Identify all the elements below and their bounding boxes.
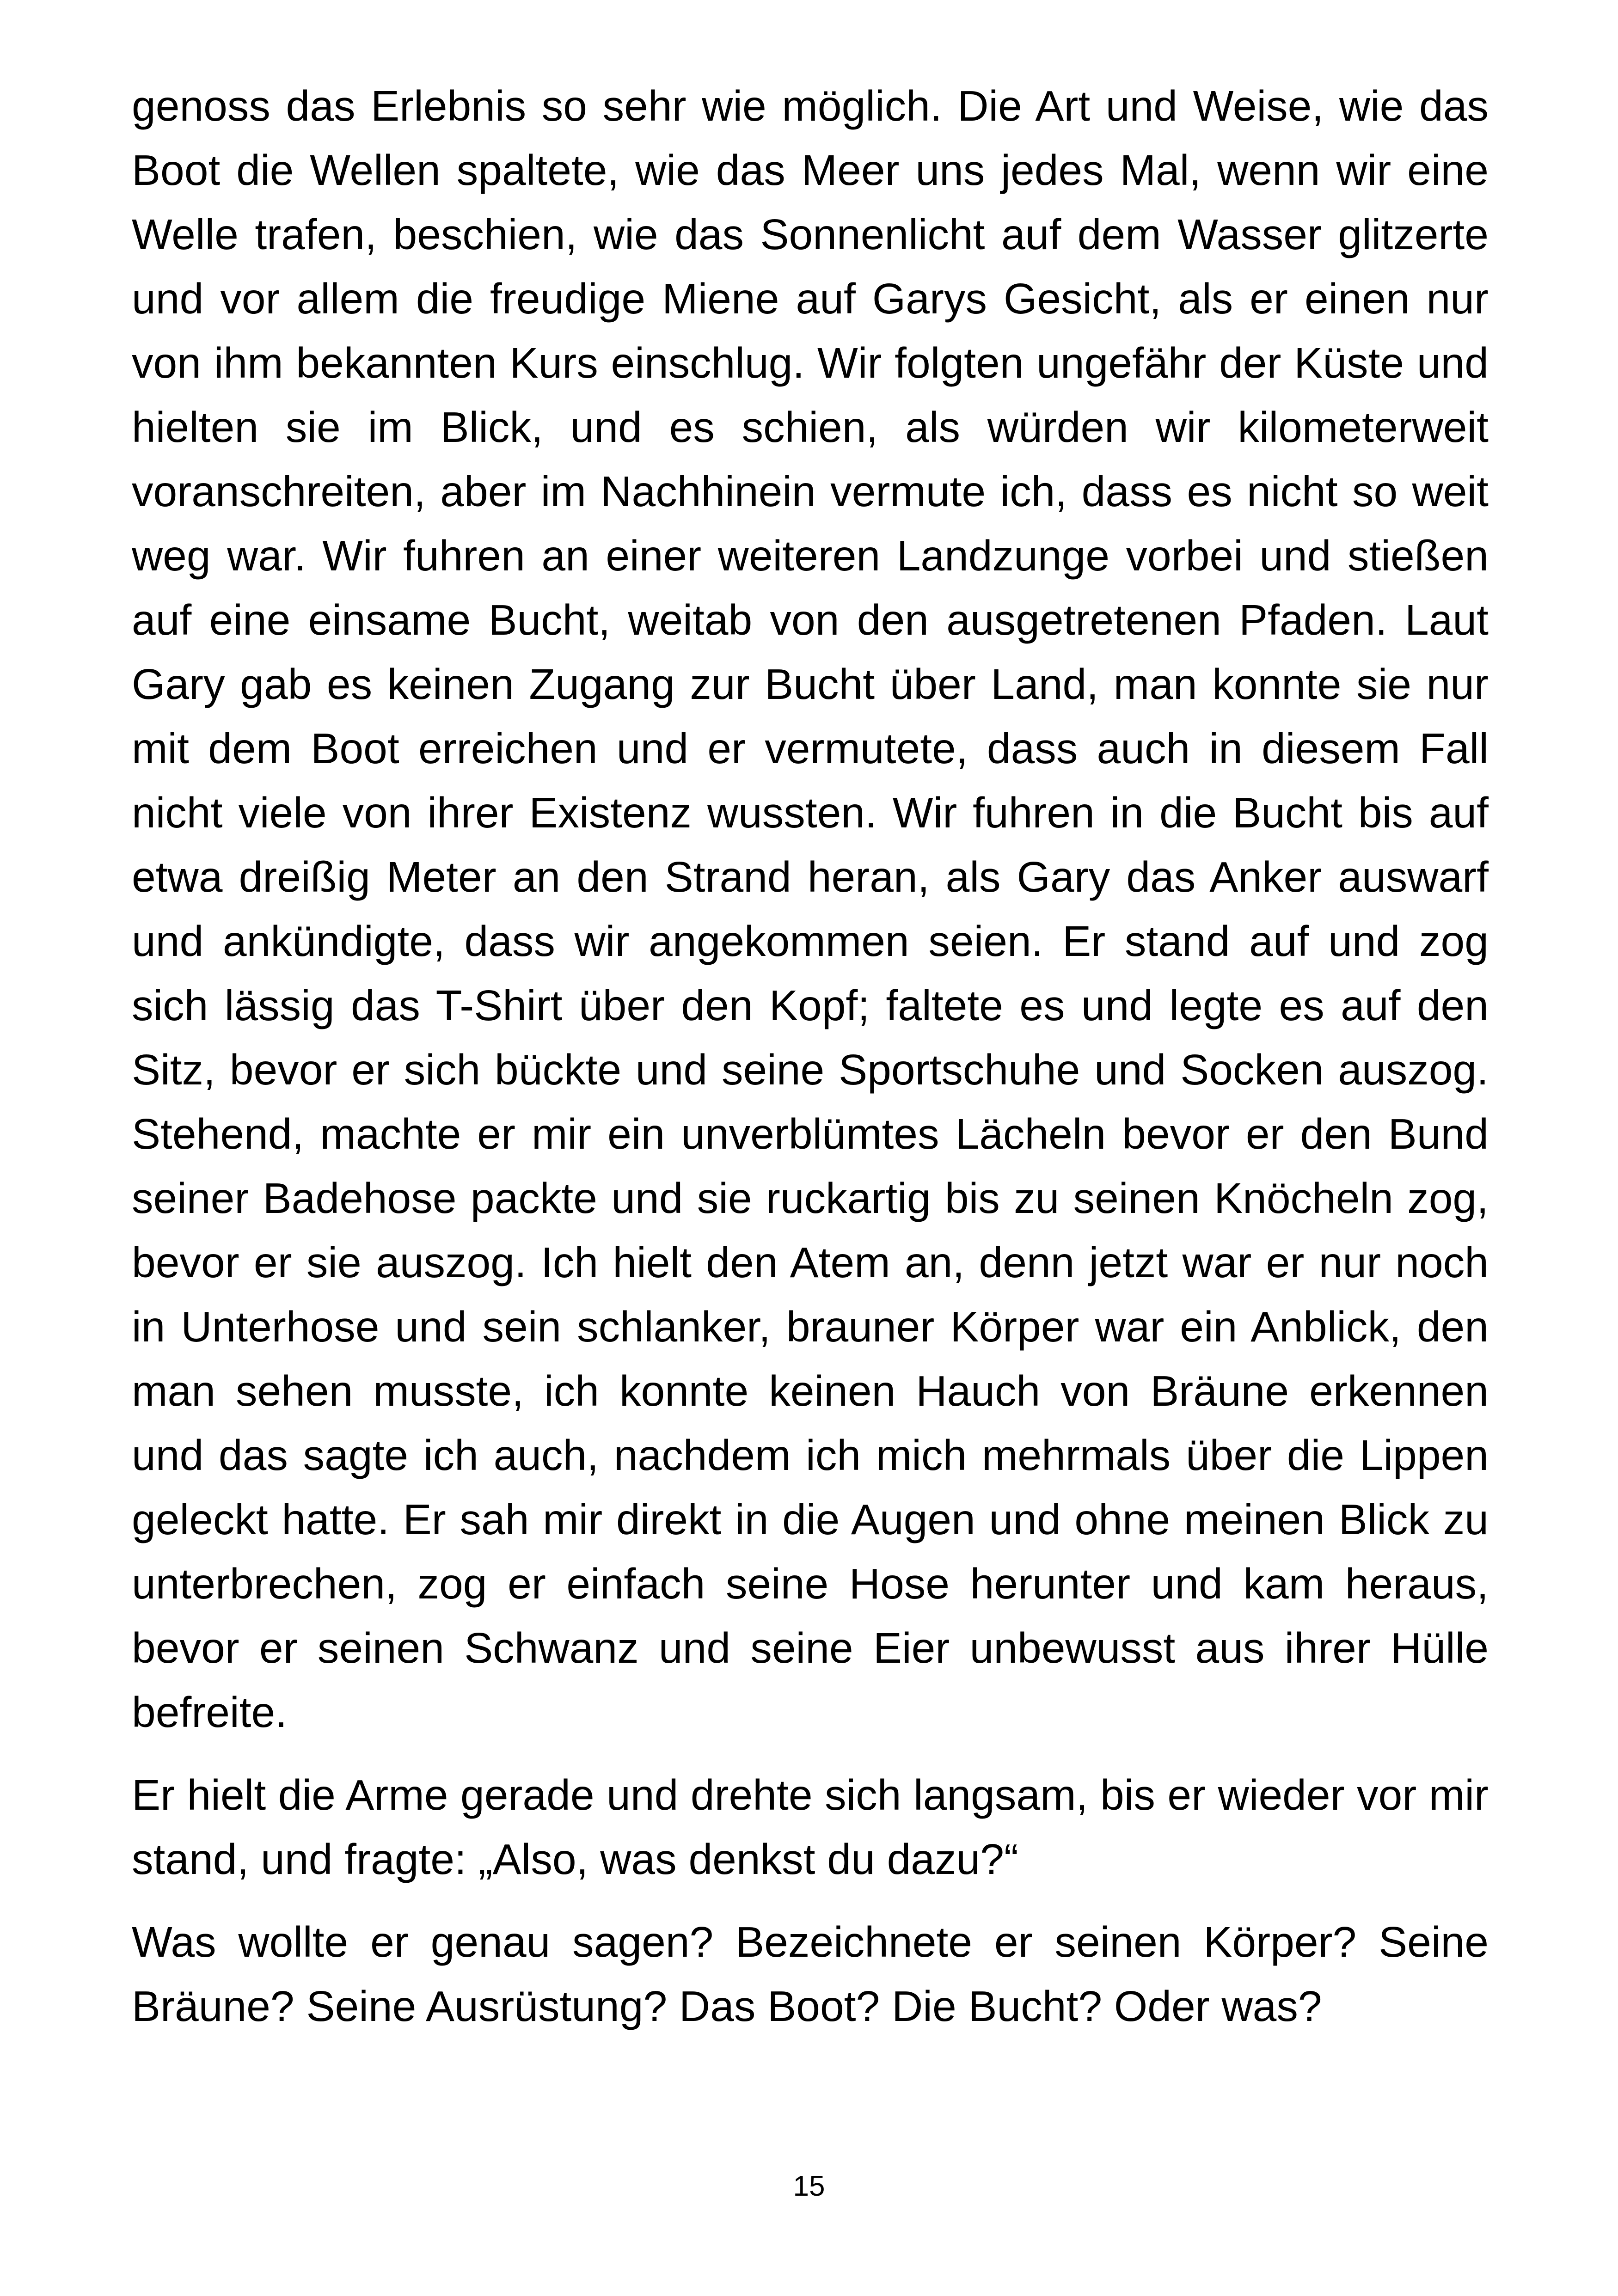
page-number: 15 [793,2170,825,2202]
paragraph-1: genoss das Erlebnis so sehr wie möglich. Die Art und Weise, wie das Boot die Wellen spaltete, wie das Meer uns jedes Mal, wenn wir eine Welle trafen, beschien, wie das Sonnenlicht auf dem Wasser glitzerte und vor allem die freudige Miene auf Garys Gesicht, als er einen nur von ihm bekannten Kurs einschlug. Wir folgten ungefähr der Küste und hielten sie im Blick, und es schien, als würden wir kilometerweit voranschreiten, aber im Nachhinein vermute ich, dass es nicht so weit weg war. Wir fuhren an einer weiteren Landzunge vorbei und stießen auf eine einsame Bucht, weitab von den ausgetretenen Pfaden. Laut Gary gab es keinen Zugang zur Bucht über Land, man konnte sie nur mit dem Boot erreichen und er vermutete, dass auch in diesem Fall nicht viele von ihrer Existenz wussten. Wir fuhren in die Bucht bis auf etwa dreißig Meter an den Strand heran, als Gary das Anker auswarf und ankündigte, dass wir angekommen seien. Er stand auf und zog sich lässig das T-Shirt über den Kopf; faltete es und legte es auf den Sitz, bevor er sich bückte und seine Sportschuhe und Socken auszog. Stehend, machte er mir ein unverblümtes Lächeln bevor er den Bund seiner Badehose packte und sie ruckartig bis zu seinen Knöcheln zog, bevor er sie auszog. Ich hielt den Atem an, denn jetzt war er nur noch in Unterhose und sein schlanker, brauner Körper war ein Anblick, den man sehen musste, ich konnte keinen Hauch von Bräune erkennen und das sagte ich auch, nachdem ich mich mehrmals über die Lippen geleckt hatte. Er sah mir direkt in die Augen und ohne meinen Blick zu unterbrechen, zog er einfach seine Hose herunter und kam heraus, bevor er seinen Schwanz und seine Eier unbewusst aus ihrer Hülle befreite. [132,82,1489,1736]
paragraph-2: Er hielt die Arme gerade und drehte sich langsam, bis er wieder vor mir stand, und fragte: „Also, was denkst du dazu?“ [132,1771,1489,1883]
paragraph-3: Was wollte er genau sagen? Bezeichnete er seinen Körper? Seine Bräune? Seine Ausrüstung? Das Boot? Die Bucht? Oder was? [132,1918,1489,2030]
body-text [132,74,1489,2057]
